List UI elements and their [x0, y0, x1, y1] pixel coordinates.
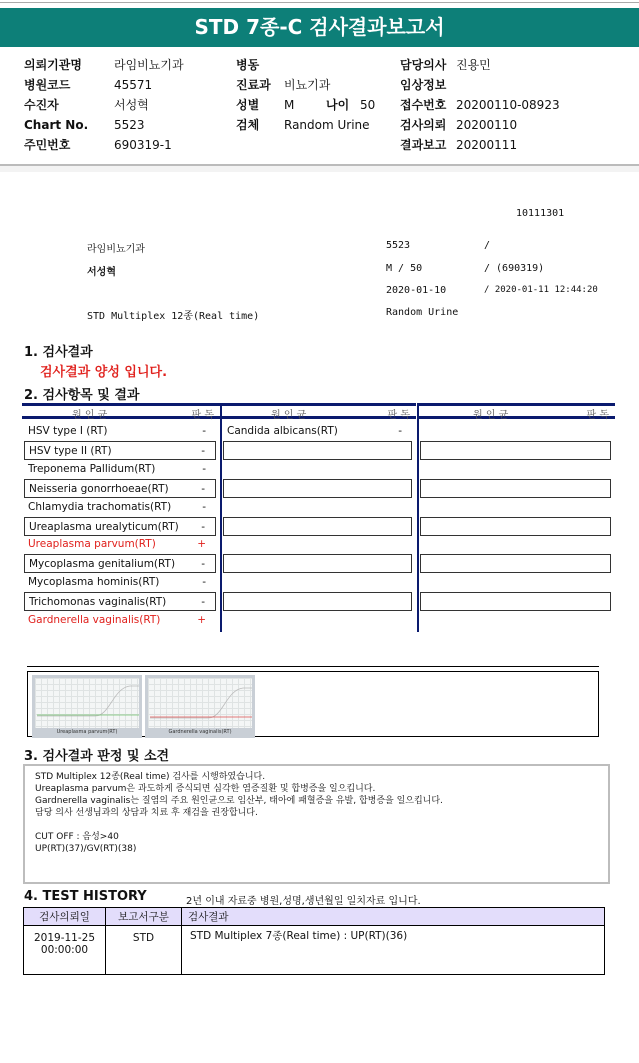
result-value: -: [202, 500, 206, 513]
result-row: [24, 441, 216, 460]
pathogen-name: Mycoplasma hominis(RT): [28, 576, 160, 589]
pcr-plot: [148, 678, 252, 728]
result-value: -: [398, 425, 402, 437]
history-table: [23, 907, 605, 975]
result-value: -: [201, 444, 205, 457]
result-value: -: [202, 576, 206, 589]
dept-label: 진료과: [236, 78, 271, 92]
specimen-value: Random Urine: [284, 118, 370, 132]
report-slash: /: [484, 240, 491, 251]
column-divider: [220, 403, 222, 632]
info-label: Chart No.: [24, 118, 89, 132]
column-header: [221, 403, 416, 419]
info-label: 병원코드: [24, 78, 71, 92]
report-patient: 서성혁: [87, 267, 116, 278]
section2-title: 2. 검사항목 및 결과: [24, 388, 140, 403]
info-label: 담당의사: [400, 58, 447, 72]
result-summary: 검사결과 양성 입니다.: [40, 365, 168, 380]
history-header-type: 보고서구분: [106, 908, 182, 926]
report-code: 10111301: [516, 208, 565, 219]
history-row[interactable]: [24, 926, 605, 975]
info-col3: [400, 56, 560, 156]
pathogen-name: Neisseria gonorrhoeae(RT): [29, 482, 169, 495]
info-row: [24, 96, 184, 116]
result-row: [24, 479, 216, 498]
history-date: 2019-11-25: [33, 932, 96, 944]
pcr-chart: [145, 675, 255, 738]
pathogen-name: Gardnerella vaginalis(RT): [28, 614, 161, 626]
info-label: 임상정보: [400, 78, 447, 92]
info-row: [400, 96, 560, 116]
header-pathogen: 원 인 균: [271, 410, 307, 421]
pathogen-name: Treponema Pallidum(RT): [28, 462, 156, 475]
ward-label: 병동: [236, 58, 260, 72]
amplification-curve: [35, 678, 139, 728]
result-row: [24, 573, 216, 592]
specimen-label: 검체: [236, 118, 260, 132]
result-row: [223, 517, 412, 536]
history-time: 00:00:00: [40, 944, 89, 956]
findings-line: UP(RT)(37)/GV(RT)(38): [35, 844, 137, 854]
age-label: 나이: [326, 98, 350, 112]
result-row: [24, 554, 216, 573]
result-row: [24, 592, 216, 611]
info-value: 라임비뇨기과: [114, 58, 184, 72]
result-value: -: [201, 596, 205, 609]
result-value: -: [202, 425, 206, 437]
result-row: [420, 479, 611, 498]
findings-line: CUT OFF : 음성>40: [35, 832, 119, 842]
findings-line: STD Multiplex 12종(Real time) 검사를 시행하였습니다.: [35, 772, 266, 782]
pathogen-name: Chlamydia trachomatis(RT): [28, 500, 172, 513]
info-row: [24, 56, 184, 76]
info-label: 의뢰기관명: [24, 58, 82, 72]
info-value: 서성혁: [114, 98, 149, 112]
result-row: [24, 611, 216, 630]
result-value: +: [197, 538, 206, 551]
findings-line: 담당 의사 선생님과의 상담과 치료 후 재검을 권장합니다.: [35, 808, 258, 818]
info-value: 45571: [114, 78, 153, 92]
amplification-curve: [148, 678, 252, 728]
report-dob: / (690319): [484, 263, 545, 274]
history-header-date: 검사의뢰일: [24, 908, 106, 926]
result-row: [24, 460, 216, 479]
info-row: [400, 116, 560, 136]
pathogen-name: Ureaplasma urealyticum(RT): [29, 520, 179, 533]
result-row: [223, 422, 412, 441]
findings-line: Gardnerella vaginalis는 질염의 주요 원인균으로 임산부, 태아에 패혈증을 유발, 합병증을 일으킵니다.: [35, 796, 443, 806]
info-value: 20200110-08923: [456, 98, 560, 112]
result-value: -: [201, 520, 205, 533]
column-header: [22, 403, 220, 419]
age-value: 50: [360, 98, 376, 112]
header-pathogen: 원 인 균: [473, 410, 509, 421]
result-row: [223, 554, 412, 573]
result-row: [420, 441, 611, 460]
info-row: [24, 136, 184, 156]
result-row: [223, 441, 412, 460]
info-value: 진용민: [456, 58, 491, 72]
pcr-charts: [27, 671, 599, 737]
report-date-request: 2020-01-10: [386, 285, 447, 296]
findings-line: [35, 819, 598, 831]
report-sexage: M / 50: [386, 263, 423, 274]
result-row: [223, 592, 412, 611]
info-label: 검사의뢰: [400, 118, 447, 132]
info-row: [400, 76, 560, 96]
chart-caption: Ureaplasma parvum(RT): [56, 729, 118, 735]
result-row: [420, 517, 611, 536]
findings-line: Ureaplasma parvum은 과도하게 증식되면 심각한 염증질환 및 합병증을 일으킵니다.: [35, 784, 376, 794]
result-row: [223, 479, 412, 498]
info-label: 주민번호: [24, 138, 71, 152]
result-row: [24, 422, 216, 441]
report-date-result: / 2020-01-11 12:44:20: [484, 285, 598, 295]
result-row: [420, 592, 611, 611]
sex-value: M: [284, 98, 295, 112]
info-label: 결과보고: [400, 138, 447, 152]
section4-title: 4. TEST HISTORY: [24, 889, 147, 904]
result-row: [24, 535, 216, 554]
info-col1: [24, 56, 184, 156]
header-pathogen: 원 인 균: [72, 410, 108, 421]
pathogen-name: HSV type II (RT): [29, 444, 112, 457]
chart-caption: Gardnerella vaginalis(RT): [168, 729, 232, 735]
info-row: [400, 56, 560, 76]
header-judgement: 판 독: [191, 410, 214, 421]
header-shadow: [0, 166, 639, 172]
header-judgement: 판 독: [387, 410, 410, 421]
divider: [27, 666, 599, 667]
report-test: STD Multiplex 12종(Real time): [87, 311, 260, 322]
history-type: STD: [106, 926, 182, 975]
result-value: -: [201, 558, 205, 571]
result-value: -: [201, 482, 205, 495]
info-label: 수진자: [24, 98, 59, 112]
column-divider: [417, 403, 419, 632]
sex-label: 성별: [236, 98, 260, 112]
info-row: [400, 136, 560, 156]
history-note: 2년 이내 자료중 병원,성명,생년월일 일치자료 입니다.: [186, 896, 421, 907]
pathogen-name: Candida albicans(RT): [227, 425, 338, 437]
top-border: [0, 2, 639, 3]
pcr-plot: [35, 678, 139, 728]
info-row: [24, 76, 184, 96]
findings-box: [23, 764, 610, 884]
info-value: 20200111: [456, 138, 518, 152]
dept-value: 비뇨기과: [284, 78, 331, 92]
pathogen-name: Trichomonas vaginalis(RT): [29, 596, 167, 609]
column-header: [418, 403, 615, 419]
report-clinic: 라임비뇨기과: [87, 244, 145, 255]
pcr-chart: [32, 675, 142, 738]
section1-title: 1. 검사결과: [24, 345, 93, 360]
result-row: [24, 498, 216, 517]
result-value: -: [202, 462, 206, 475]
pathogen-name: Ureaplasma parvum(RT): [28, 538, 156, 551]
report-title: STD 7종-C 검사결과보고서: [0, 8, 639, 47]
info-value: 20200110: [456, 118, 518, 132]
report-specimen: Random Urine: [386, 307, 459, 318]
header-judgement: 판 독: [586, 410, 609, 421]
result-row: [24, 517, 216, 536]
info-col2: [236, 56, 375, 136]
result-value: +: [197, 614, 206, 626]
history-header-result: 검사결과: [182, 908, 605, 926]
pathogen-name: HSV type I (RT): [28, 425, 108, 437]
info-label: 접수번호: [400, 98, 447, 112]
report-chart: 5523: [386, 240, 411, 251]
info-value: 690319-1: [114, 138, 172, 152]
pathogen-name: Mycoplasma genitalium(RT): [29, 558, 176, 571]
history-result: STD Multiplex 7종(Real time) : UP(RT)(36): [182, 926, 605, 975]
info-value: 5523: [114, 118, 145, 132]
info-row: [24, 116, 184, 136]
result-row: [420, 554, 611, 573]
section3-title: 3. 검사결과 판정 및 소견: [24, 749, 170, 764]
